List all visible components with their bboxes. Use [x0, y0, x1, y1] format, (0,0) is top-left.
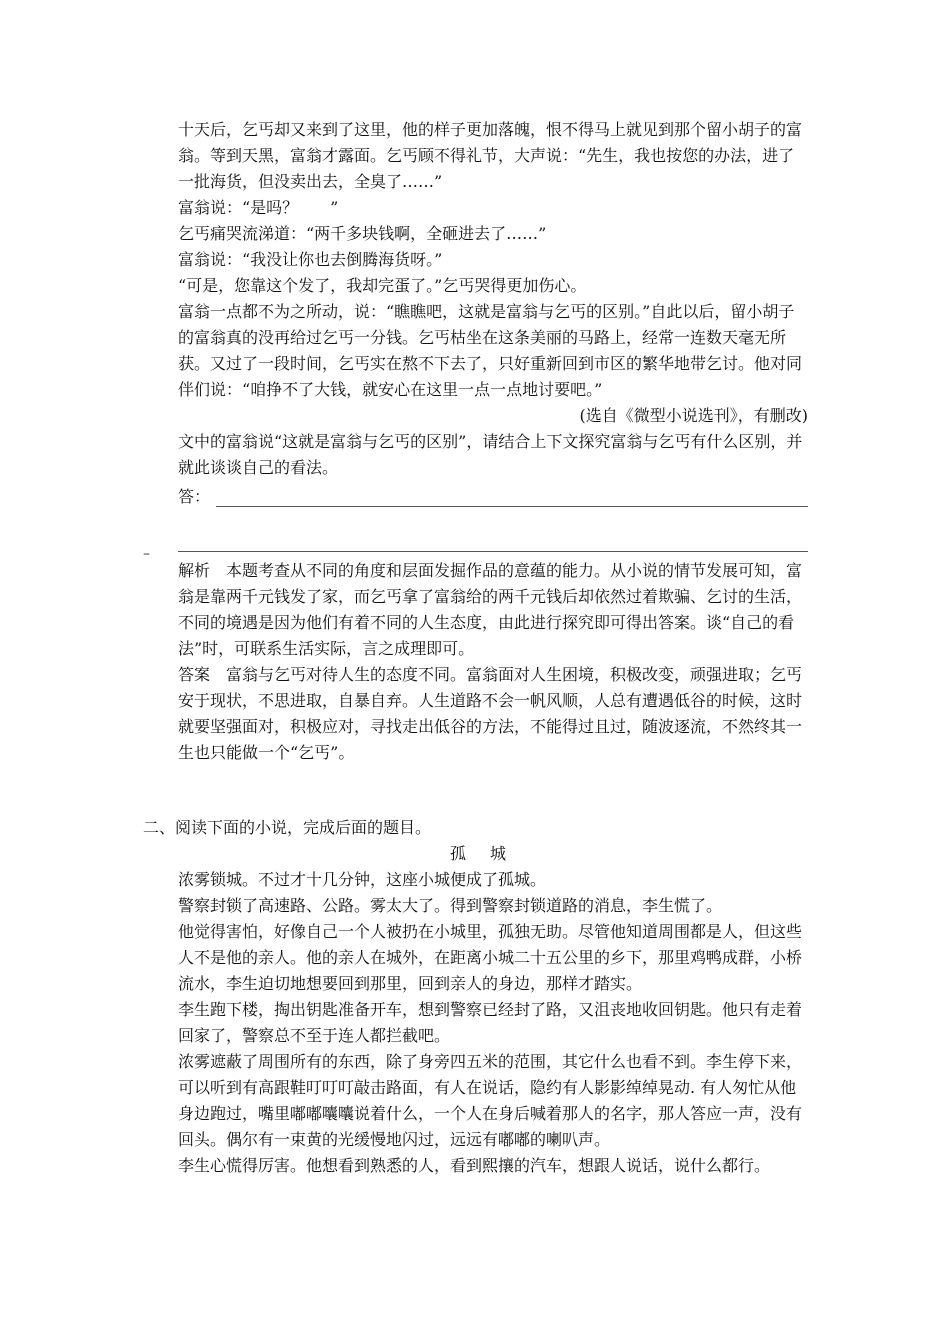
story-paragraph: 十天后，乞丐却又来到了这里，他的样子更加落魄，恨不得马上就见到那个留小胡子的富翁。等到天黑，富翁才露面。乞丐顾不得礼节，大声说：“先生，我也按您的办法，进了一批海货，但没卖出去，全臭了……”	[178, 120, 803, 191]
story-title	[143, 841, 813, 867]
story-paragraph: 富翁说：“我没让你也去倒腾海货呀。”	[178, 250, 443, 269]
answer-blank-line[interactable]	[216, 488, 808, 507]
analysis-text: 解析 本题考查从不同的角度和层面发掘作品的意蕴的能力。从小说的情节发展可知，富翁是靠两千元钱发了家，而乞丐拿了富翁给的两千元钱后却依然过着欺骗、乞讨的生活，不同的境遇是因为他们有着不同的人生态度，由此进行探究即可得出答案。谈“自己的看法”时，可联系生活实际，言之成理即可。	[178, 561, 803, 658]
story-paragraph: 浓雾遮蔽了周围所有的东西，除了身旁四五米的范围，其它什么也看不到。李生停下来，可以听到有高跟鞋叮叮叮敲击路面，有人在说话，隐约有人影影绰绰晃动. 有人匆忙从他身边跑过，嘴里嘟嘟囔囔说着什么，一个人在身后喊着那人的名字，那人答应一声，没有回头。偶尔有一束黄的光缓慢地闪过，远远有嘟嘟的喇叭声。	[178, 1052, 803, 1149]
story-paragraph: 李生心慌得厉害。他想看到熟悉的人，看到熙攘的汽车，想跟人说话，说什么都行。	[178, 1156, 771, 1175]
answer-text: 答案 富翁与乞丐对待人生的态度不同。富翁面对人生困境，积极改变，顽强进取；乞丐安于现状，不思进取，自暴自弃。人生道路不会一帆风顺，人总有遭遇低谷的时候，这时就要坚强面对，积极应对，寻找走出低谷的方法，不能得过且过，随波逐流，不然终其一生也只能做一个“乞丐”。	[178, 665, 803, 762]
answer-row	[178, 481, 808, 507]
story-paragraph: 富翁说：“是吗？ ”	[178, 198, 339, 217]
story-paragraph: “可是，您靠这个发了，我却完蛋了。”乞丐哭得更加伤心。	[178, 276, 587, 295]
source-citation: (选自《微型小说选刊》，有删改)	[579, 406, 808, 425]
section-heading: 二、阅读下面的小说，完成后面的题目。	[143, 818, 432, 837]
title-char: 城	[490, 844, 507, 863]
answer-label: 答：	[178, 487, 211, 506]
story-paragraph: 他觉得害怕，好像自己一个人被扔在小城里，孤独无助。尽管他知道周围都是人，但这些人不是他的亲人。他的亲人在城外，在距离小城二十五公里的乡下，那里鸡鸭成群，小桥流水，李生迫切地想要回到那里，回到亲人的身边，那样才踏实。	[178, 922, 803, 993]
story-paragraph: 警察封锁了高速路、公路。雾太大了。得到警察封锁道路的消息，李生慌了。	[178, 896, 723, 915]
story2-body	[178, 867, 808, 1179]
title-char: 孤	[449, 844, 466, 863]
story-paragraph: 乞丐痛哭流涕道：“两千多块钱啊，全砸进去了……”	[178, 224, 547, 243]
story-paragraph: 富翁一点都不为之所动，说：“瞧瞧吧，这就是富翁与乞丐的区别。”自此以后，留小胡子的富翁真的没再给过乞丐一分钱。乞丐枯坐在这条美丽的马路上，经常一连数天毫无所获。又过了一段时间，乞丐实在熬不下去了，只好重新回到市区的繁华地带乞讨。他对同伴们说：“咱挣不了大钱，就安心在这里一点一点地讨要吧。”	[178, 302, 803, 399]
story-paragraph: 浓雾锁城。不过才十几分钟，这座小城便成了孤城。	[178, 870, 547, 889]
story1-block	[178, 117, 808, 766]
section2-block	[143, 815, 813, 1179]
margin-dash: –	[143, 546, 150, 562]
answer-blank-line-2[interactable]	[178, 521, 808, 552]
question-text: 文中的富翁说“这就是富翁与乞丐的区别”，请结合上下文探究富翁与乞丐有什么区别，并就此谈谈自己的看法。	[178, 432, 803, 477]
story-paragraph: 李生跑下楼，掏出钥匙准备开车，想到警察已经封了路，又沮丧地收回钥匙。他只有走着回家了，警察总不至于连人都拦截吧。	[178, 1000, 803, 1045]
